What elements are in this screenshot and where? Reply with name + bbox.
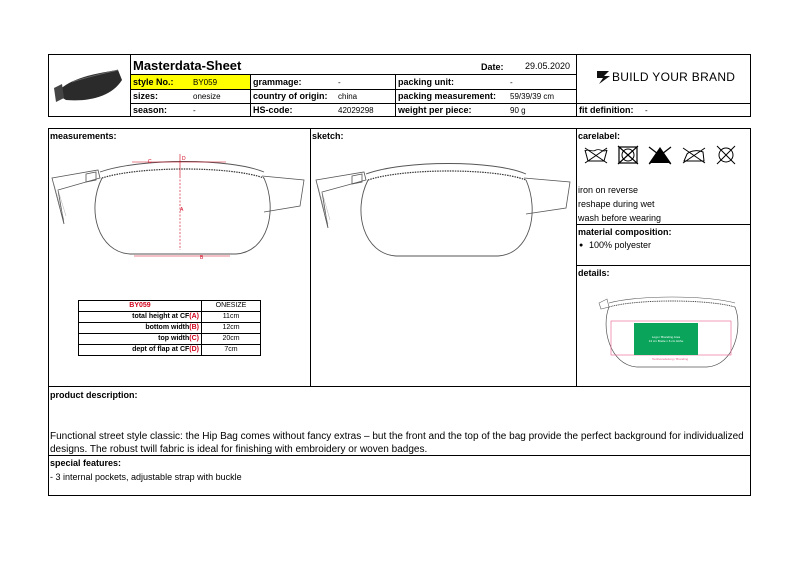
hs-code-label: HS-code: <box>253 105 293 115</box>
green-label-1: Logo / Branding Area <box>651 335 681 339</box>
care-text-3: wash before wearing <box>578 213 662 223</box>
no-dry-clean-icon <box>715 144 737 166</box>
green-label-2: 13 cm Breite x 6 cm Höhe <box>648 339 684 343</box>
branding-area <box>634 323 698 355</box>
dim-label-b: B <box>200 255 204 261</box>
style-no-value: BY059 <box>193 78 218 87</box>
no-wash-icon <box>583 146 609 164</box>
dim-label-a: A <box>180 207 184 213</box>
special-features-text: - 3 internal pockets, adjustable strap with buckle <box>50 472 242 482</box>
packing-unit-label: packing unit: <box>398 77 454 87</box>
measurements-heading: measurements: <box>50 131 117 141</box>
table-row <box>79 334 261 345</box>
grammage-label: grammage: <box>253 77 302 87</box>
weight-value: 90 g <box>510 106 526 115</box>
row-value: 20cm <box>202 334 261 345</box>
dim-label-c: C <box>148 159 152 165</box>
row-code: (D) <box>189 346 199 353</box>
product-thumbnail <box>52 58 128 114</box>
weight-label: weight per piece: <box>398 105 472 115</box>
grammage-value: - <box>338 78 341 87</box>
row-value: 12cm <box>202 323 261 334</box>
row-code: (A) <box>189 313 199 320</box>
table-row <box>79 323 261 334</box>
row-code: (C) <box>189 335 199 342</box>
brand-logo-icon <box>595 68 613 86</box>
dim-label-d: D <box>182 156 186 162</box>
table-row <box>79 345 261 356</box>
row-value: 7cm <box>202 345 261 356</box>
table-header-row <box>79 301 261 312</box>
row-label: total height at CF <box>132 313 190 320</box>
hs-code-value: 42029298 <box>338 106 374 115</box>
row-label: top width <box>158 335 190 342</box>
packing-unit-value: - <box>510 78 513 87</box>
care-text-1: iron on reverse <box>578 185 639 195</box>
sketch-heading: sketch: <box>312 131 344 141</box>
style-no-label: style No.: <box>133 77 174 87</box>
material-bullet: ● <box>579 242 584 249</box>
carelabel-heading: carelabel: <box>578 131 621 141</box>
product-description-heading: product description: <box>50 390 138 400</box>
row-label: dept of flap at CF <box>132 346 190 353</box>
special-features-heading: special features: <box>50 458 122 468</box>
row-label: bottom width <box>145 324 190 331</box>
product-description-text: Functional street style classic: the Hip Bag comes without fancy extras – but the front and the top of the bag provide the perfect background for individualized designs. The robust twill fabric is ideal for finishing with embroidery or woven badges. <box>50 431 744 455</box>
sizes-label: sizes: <box>133 91 159 101</box>
country-value: china <box>338 92 358 101</box>
season-value: - <box>193 106 196 115</box>
fit-definition-value: - <box>645 106 648 115</box>
table-header-size: ONESIZE <box>202 301 261 312</box>
row-value: 11cm <box>202 312 261 323</box>
date-label: Date: <box>481 62 504 72</box>
no-iron-icon <box>681 146 707 164</box>
brand-name: BUILD YOUR BRAND <box>612 70 736 84</box>
date-value: 29.05.2020 <box>525 61 571 71</box>
country-label: country of origin: <box>253 91 328 101</box>
no-bleach-icon <box>648 145 672 165</box>
season-label: season: <box>133 105 168 115</box>
sizes-value: onesize <box>193 92 221 101</box>
fit-definition-label: fit definition: <box>579 105 634 115</box>
table-row <box>79 312 261 323</box>
no-tumble-dry-icon <box>617 145 639 165</box>
material-text: 100% polyester <box>589 240 652 250</box>
packing-measurement-value: 59/39/39 cm <box>510 92 555 101</box>
row-code: (B) <box>189 324 199 331</box>
material-heading: material composition: <box>578 227 672 237</box>
sketch-drawing <box>314 150 576 265</box>
details-heading: details: <box>578 268 610 278</box>
page-title: Masterdata-Sheet <box>133 58 242 73</box>
table-header-style: BY059 <box>79 301 202 312</box>
pink-label: Textilveredelung / Branding <box>652 357 689 361</box>
care-text-2: reshape during wet <box>578 199 655 209</box>
packing-measurement-label: packing measurement: <box>398 91 497 101</box>
measurement-table <box>78 300 261 356</box>
